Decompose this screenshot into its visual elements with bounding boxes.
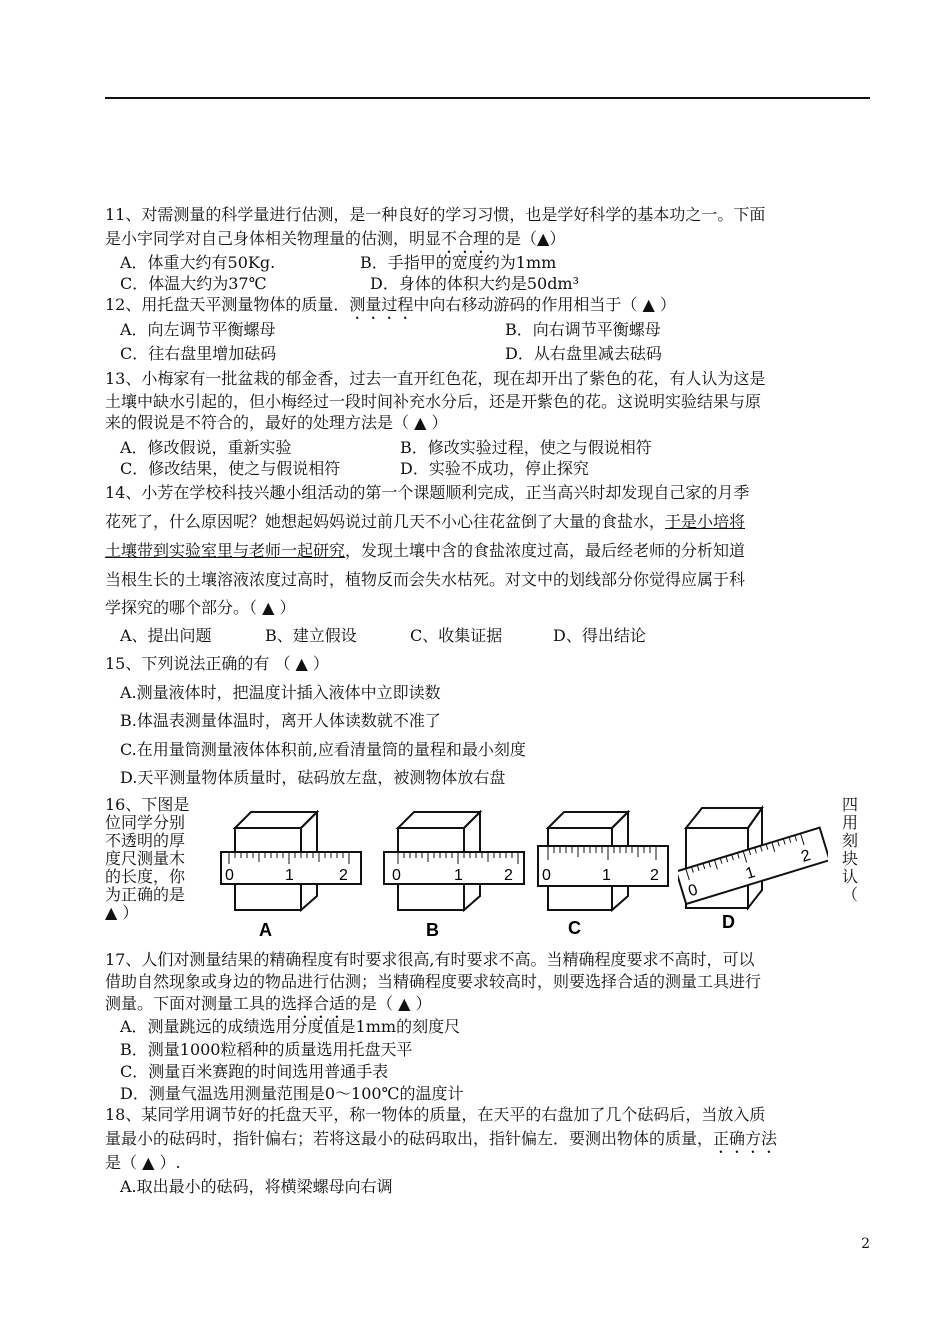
tick-1: 1 [285, 867, 294, 884]
tick-2: 2 [504, 867, 513, 884]
tick-2: 2 [650, 867, 659, 884]
q14-stem-line2: 花死了，什么原因呢？她想起妈妈说过前几天不小心往花盆倒了大量的食盐水，于是小培将 [105, 512, 746, 531]
q16-stem-left: 16、下图是 位同学分别 不透明的厚 度尺测量木 的长度，你 为正确的是 ▲ ） [105, 795, 190, 922]
q13-option-c: C．修改结果，使之与假说相符 [120, 459, 341, 478]
q16-stem-right: 四 用 刻 块 认 （ [842, 795, 859, 904]
q13-option-a: A．修改假说，重新实验 [120, 438, 292, 457]
q14-stem-line4: 当根生长的土壤溶液浓度过高时，植物反而会失水枯死。对文中的划线部分你觉得应属于科 [105, 570, 746, 589]
q14-option-c: C、收集证据 [410, 626, 503, 645]
q11-stem-line1: 11、对需测量的科学量进行估测，是一种良好的学习习惯，也是学好科学的基本功之一。下面 [105, 205, 766, 224]
tick-1: 1 [743, 863, 758, 883]
q15-option-a: A.测量液体时，把温度计插入液体中立即读数 [120, 683, 441, 702]
header-rule [105, 97, 870, 99]
tick-0: 0 [686, 881, 700, 901]
figure-label-b: B [426, 920, 439, 940]
q12-stem: 12、用托盘天平测量物体的质量．测量过程中向右移动游码的作用相当于（ ▲ ） [105, 295, 676, 314]
figure-label-d: D [722, 912, 735, 932]
tick-0: 0 [542, 867, 551, 884]
q17-stem-line3: 测量。下面对测量工具的选择合适的是（ ▲ ） [105, 994, 432, 1013]
q13-stem-line2: 土壤中缺水引起的，但小梅经过一段时间补充水分后，还是开紫色的花。这说明实验结果与原 [105, 392, 762, 411]
q17-option-b: B．测量1000粒稻种的质量选用托盘天平 [120, 1040, 413, 1059]
ruler-figure-c [532, 800, 677, 940]
q14-stem-line5: 学探究的哪个部分。（ ▲ ） [105, 598, 296, 617]
q17-option-d: D．测量气温选用测量范围是0～100℃的温度计 [120, 1084, 464, 1103]
q15-option-b: B.体温表测量体温时，离开人体读数就不准了 [120, 711, 441, 730]
q13-option-d: D．实验不成功，停止探究 [400, 459, 589, 478]
q13-stem-line3: 来的假说是不符合的，最好的处理方法是（ ▲ ） [105, 413, 448, 432]
q11-option-d: D．身体的体积大约是50dm³ [370, 274, 580, 293]
tick-2: 2 [339, 867, 348, 884]
q11-option-c: C．体温大约为37℃ [120, 274, 267, 293]
figure-label-a: A [259, 920, 272, 940]
q14-option-a: A、提出问题 [120, 626, 212, 645]
tick-0: 0 [225, 867, 234, 884]
q14-option-d: D、得出结论 [553, 626, 646, 645]
q11-stem-line2: 是小宇同学对自己身体相关物理量的估测，明显不合理的是（▲） [105, 229, 566, 248]
q15-stem: 15、下列说法正确的有 （ ▲ ） [105, 654, 329, 673]
q15-option-c: C.在用量筒测量液体体积前,应看清量筒的量程和最小刻度 [120, 740, 526, 759]
q13-stem-line1: 13、小梅家有一批盆栽的郁金香，过去一直开红色花，现在却开出了紫色的花，有人认为这是 [105, 369, 766, 388]
q17-option-c: C．测量百米赛跑的时间选用普通手表 [120, 1062, 389, 1081]
q18-option-a: A.取出最小的砝码，将横梁螺母向右调 [120, 1177, 393, 1196]
q12-option-d: D．从右盘里减去砝码 [505, 344, 662, 363]
ruler-figure-d [678, 800, 828, 940]
q18-stem-line1: 18、某同学用调节好的托盘天平，称一物体的质量，在天平的右盘加了几个砝码后，当放入质 [105, 1105, 766, 1124]
q18-stem-line2: 量最小的砝码时，指针偏右；若将这最小的砝码取出，指针偏左．要测出物体的质量，正确方法 [105, 1129, 778, 1148]
q14-stem-line1: 14、小芳在学校科技兴趣小组活动的第一个课题顺利完成，正当高兴时却发现自己家的月季 [105, 483, 750, 502]
tick-0: 0 [392, 867, 401, 884]
tick-1: 1 [602, 867, 611, 884]
q15-option-d: D.天平测量物体质量时，砝码放左盘，被测物体放右盘 [120, 768, 506, 787]
q12-option-a: A．向左调节平衡螺母 [120, 320, 276, 339]
q12-option-b: B．向右调节平衡螺母 [505, 320, 661, 339]
q12-option-c: C．往右盘里增加砝码 [120, 344, 277, 363]
tick-2: 2 [799, 846, 813, 866]
page-number: 2 [861, 1236, 870, 1252]
q11-option-a: A．体重大约有50Kg. [120, 253, 276, 272]
q13-option-b: B．修改实验过程，使之与假说相符 [400, 438, 652, 457]
ruler-figure-b [378, 800, 528, 940]
q18-stem-line3: 是（ ▲ ）. [105, 1153, 181, 1172]
ruler-figure-a [215, 800, 365, 940]
tick-1: 1 [454, 867, 463, 884]
q14-option-b: B、建立假设 [265, 626, 357, 645]
q17-stem-line2: 借助自然现象或身边的物品进行估测；当精确程度要求较高时，则要选择合适的测量工具进行 [105, 972, 762, 991]
q17-option-a: A．测量跳远的成绩选用分度值是1mm的刻度尺 [120, 1017, 461, 1036]
figure-label-c: C [568, 918, 581, 938]
q11-option-b: B．手指甲的宽度约为1mm [360, 253, 557, 272]
q17-stem-line1: 17、人们对测量结果的精确程度有时要求很高,有时要求不高。当精确程度要求不高时，可以 [105, 950, 755, 969]
q14-stem-line3: 土壤带到实验室里与老师一起研究，发现土壤中含的食盐浓度过高，最后经老师的分析知道 [105, 541, 746, 560]
